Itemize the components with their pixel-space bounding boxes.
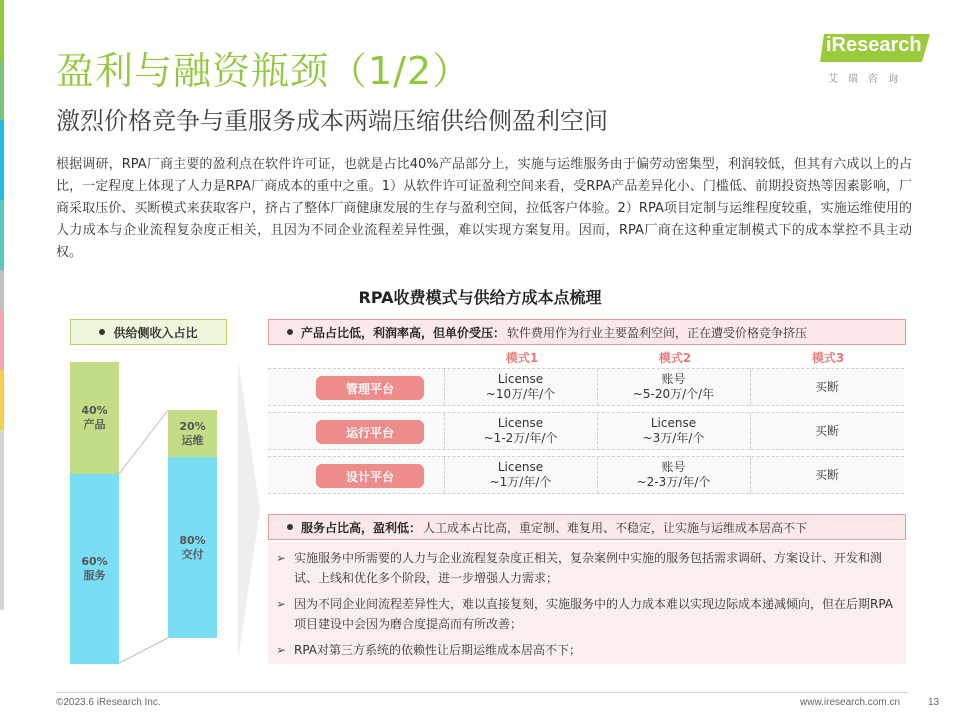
cell-line: 账号 [661,460,686,474]
cell-line: 买断 [814,423,839,438]
revenue-share-header [70,319,227,345]
bullet-dot [287,524,293,530]
cell-line: 买断 [814,379,839,394]
page-title: 盈利与融资瓶颈（1/2） [56,49,472,93]
cell-line: License [497,416,544,430]
footer-divider [56,692,908,693]
service-point [276,640,896,660]
arrow-bullet-icon: ➢ [276,597,287,611]
mode3-cell [750,369,904,405]
footer-copyright: ©2023.6 iResearch Inc. [56,697,161,708]
price-row-management [268,368,904,406]
bar1-product-segment [70,362,119,474]
side-strip-grey [0,270,4,310]
bar2-bottom-pct: 80% [179,533,206,547]
chevron-right-icon [238,360,264,660]
side-strip-blue [0,120,4,200]
bar2-top-label: 运维 [181,433,204,447]
iresearch-logo [820,32,940,84]
mode2-cell [597,457,750,493]
bullet-dot [99,329,105,335]
service-point [276,548,896,588]
product-header [268,319,906,345]
mode2-cell [597,369,750,405]
arrow-bullet-icon: ➢ [276,551,287,565]
logo-word: iResearch [826,34,922,56]
mode1-cell [444,457,597,493]
bar1-bottom-label: 服务 [83,569,106,582]
side-strip-yellow [0,370,4,430]
mode2-cell [597,413,750,449]
bar2-delivery-segment [168,457,217,638]
bullet-dot [287,329,293,335]
service-point-text: 因为不同企业间流程差异性大，难以直接复刻，实施服务中的人力成本难以实现边际成本递减倾向，但在后期RPA项目建设中会因为磨合度提高而有所改善； [294,597,894,631]
cell-line: ~3万/年/个 [642,431,705,445]
side-strip-cyan [0,200,4,270]
mode3-cell [750,413,904,449]
service-header-bold: 服务占比高，盈利低： [301,520,422,535]
cell-line: ~2-3万/年/个 [636,475,711,489]
product-header-text: 软件费用作为行业主要盈利空间，正在遭受价格竞争挤压 [507,325,808,340]
bar1-bottom-pct: 60% [81,555,108,568]
platform-pill: 设计平台 [316,464,424,488]
service-header [268,514,906,540]
arrow-bullet-icon: ➢ [276,643,287,657]
service-header-text: 人工成本占比高，重定制、难复用、不稳定，让实施与运维成本居高不下 [423,520,808,535]
cell-line: License [497,372,544,386]
cell-line: 账号 [661,372,686,386]
bar1-top-pct: 40% [81,404,108,417]
side-strip-pink [0,310,4,370]
bar1-service-segment [70,474,119,664]
page-subtitle: 激烈价格竞争与重服务成本两端压缩供给侧盈利空间 [56,107,608,135]
cell-line: License [650,416,697,430]
logo-chinese: 艾瑞咨询 [828,74,908,85]
price-row-runtime [268,412,904,450]
bar2-bottom-label: 交付 [181,547,204,561]
intro-paragraph: 根据调研，RPA厂商主要的盈利点在软件许可证，也就是占比40%产品部分上，实施与运维服务由于偏劳动密集型，利润较低，但其有六成以上的占比，一定程度上体现了人力是RPA厂商成本的重中之重。1）从软件许可证盈利空间来看，受RPA产品差异化小、门槛低、前期投资热等因素影响，厂商采取压价、买断模式来获取客户，挤占了整体厂商健康发展的生存与盈利空间，拉低客户体验。2）RPA项目定制与运维程度较重，实施运维使用的人力成本与企业流程复杂度正相关，且因为不同企业流程差异性强，难以实现方案复用。因而，RPA厂商在这种重定制模式下的成本掌控不具主动权。 [56,157,912,260]
cell-line: ~1万/年/个 [489,475,552,489]
cell-line: ~1-2万/年/个 [483,431,558,445]
bar-connector-lines [118,408,170,666]
diagram-title: RPA收费模式与供给方成本点梳理 [358,288,602,307]
cell-line: ~5-20万/个/年 [632,387,715,401]
mode1-cell [444,413,597,449]
cell-line: ~10万/年/个 [485,387,556,401]
price-row-design [268,456,904,494]
product-header-bold: 产品占比低，利润率高，但单价受压： [301,325,506,340]
cell-line: 买断 [814,467,839,482]
mode-header-3: 模式3 [811,351,845,365]
mode-header-2: 模式2 [658,351,692,365]
side-strip-green [0,0,4,60]
revenue-share-label: 供给侧收入占比 [113,325,198,340]
service-point [276,594,896,634]
bar2-ops-segment [168,410,217,457]
mode1-cell [444,369,597,405]
bar2-top-pct: 20% [179,419,206,433]
platform-pill: 运行平台 [316,420,424,444]
cell-line: License [497,460,544,474]
mode-header-1: 模式1 [505,351,539,365]
side-strip-lightgrey [0,430,4,610]
bar1-top-label: 产品 [83,418,106,431]
side-strip-teal [0,60,4,120]
mode3-cell [750,457,904,493]
service-point-text: RPA对第三方系统的依赖性让后期运维成本居高不下； [294,643,582,657]
service-point-text: 实施服务中所需要的人力与企业流程复杂度正相关，复杂案例中实施的服务包括需求调研、方案设计、开发和测试、上线和优化多个阶段，进一步增强人力需求； [294,551,883,585]
footer-url[interactable]: www.iresearch.com.cn [800,697,901,708]
platform-pill: 管理平台 [316,376,424,400]
page-number: 13 [928,697,940,708]
